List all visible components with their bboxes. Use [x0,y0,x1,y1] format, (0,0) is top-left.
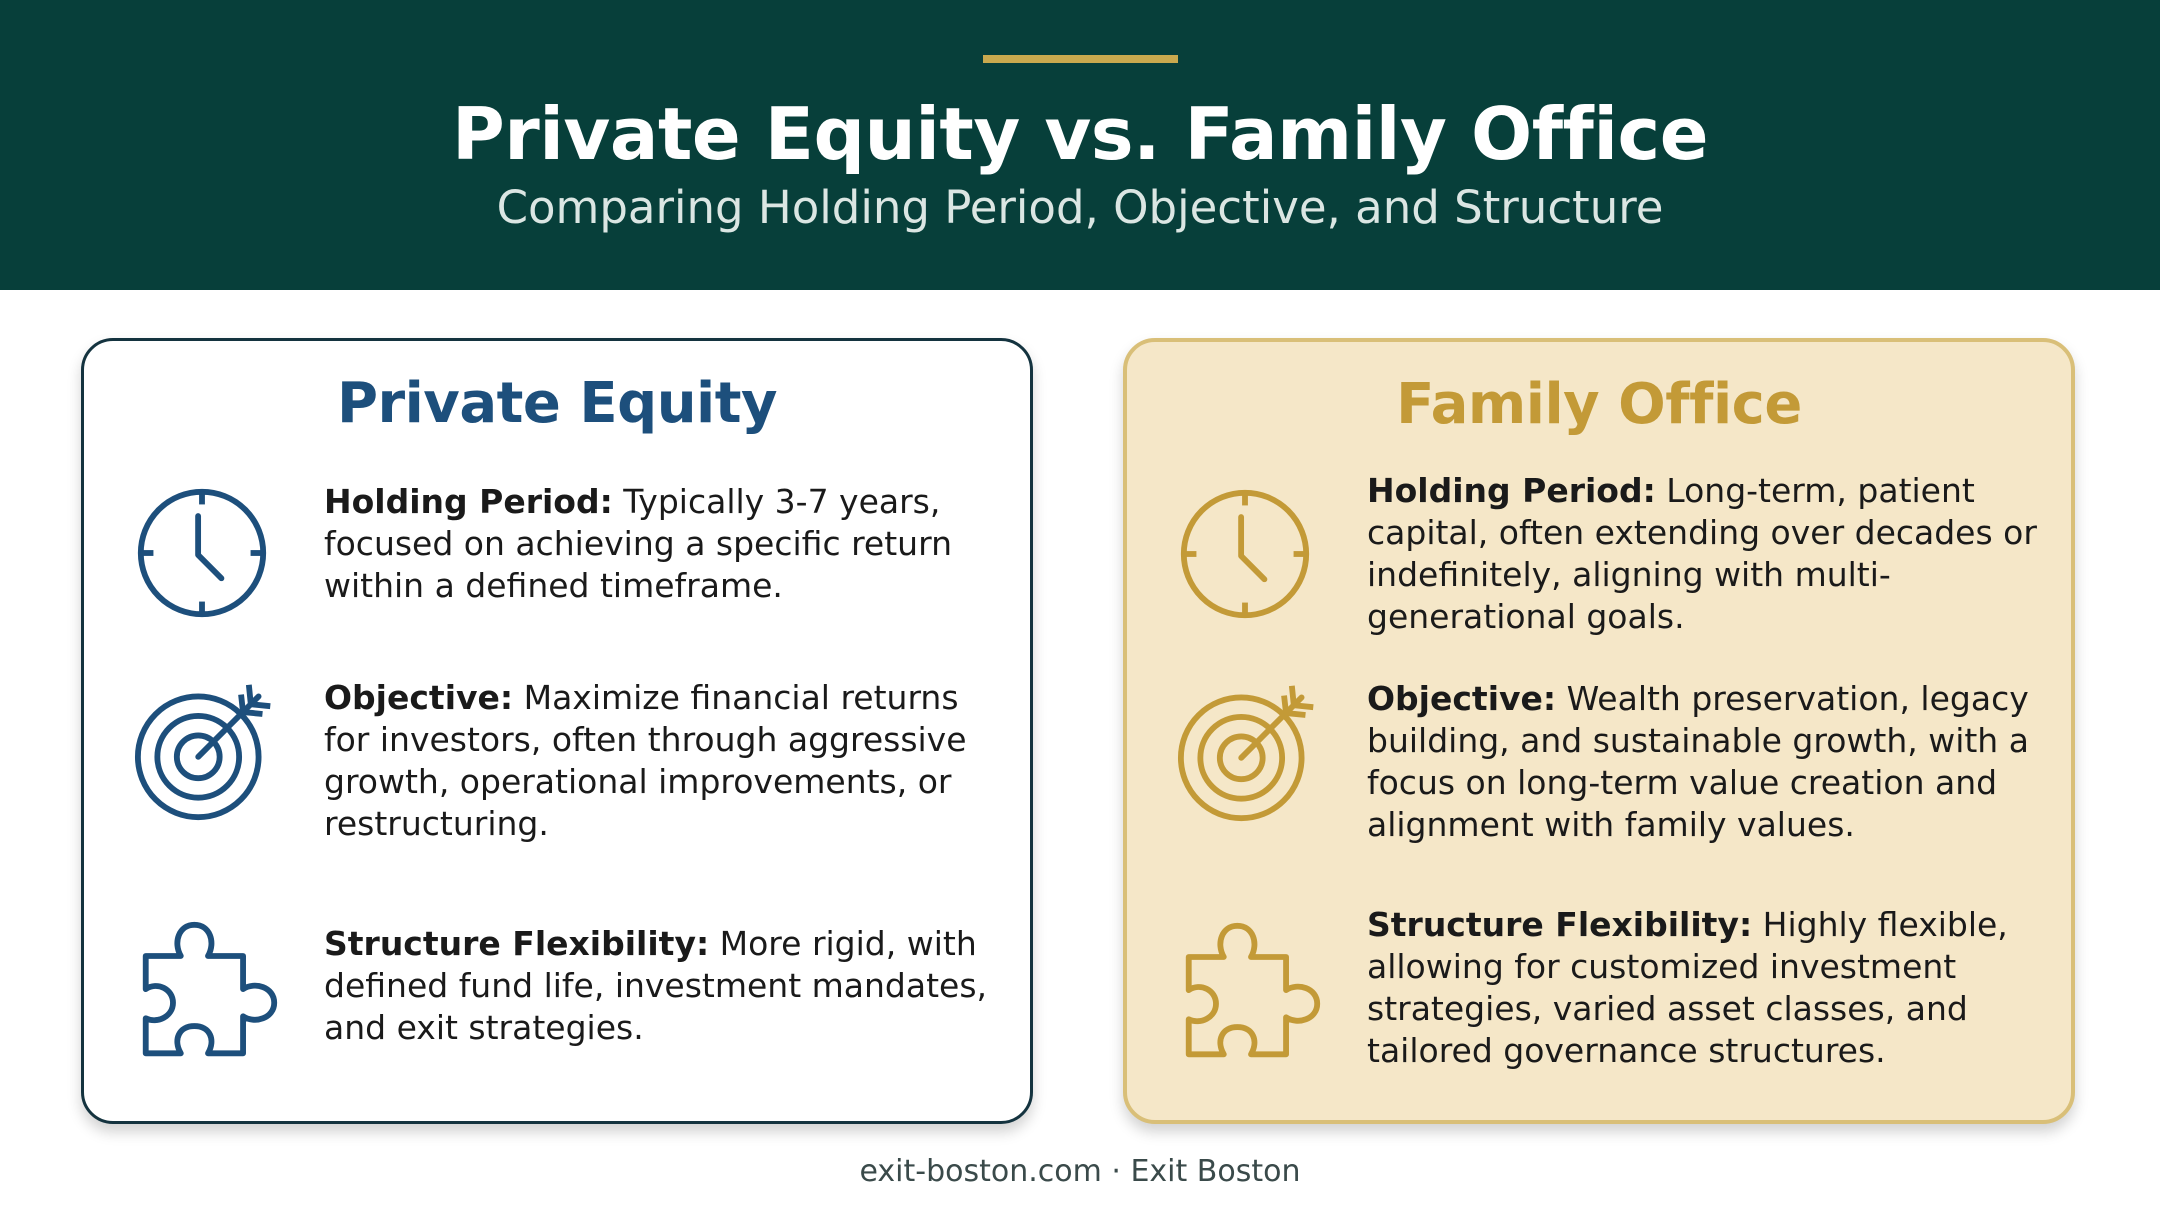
target-icon [1177,678,1323,824]
item-label: Structure Flexibility: [1367,905,1753,944]
fo-structure-text [1367,904,2047,1072]
page-subtitle: Comparing Holding Period, Objective, and Structure [496,181,1664,234]
footer-credit: exit-boston.com · Exit Boston [859,1154,1301,1189]
item-description: Highly flexible, allowing for customized investment strategies, varied asset classes, and tailored governance structures. [1367,905,2008,1070]
item-label: Holding Period: [324,482,613,521]
item-description: Maximize financial returns for investors, often through aggressive growth, operational improvements, or restructuring. [324,678,967,843]
item-label: Objective: [324,678,514,717]
puzzle-icon [136,919,282,1065]
item-label: Structure Flexibility: [324,924,710,963]
clock-icon [1177,486,1313,622]
item-description: Long-term, patient capital, often extending over decades or indefinitely, aligning with multi-generational goals. [1367,471,2037,636]
item-label: Holding Period: [1367,471,1656,510]
page-title: Private Equity vs. Family Office [451,92,1709,176]
accent-line [983,55,1178,63]
pe-objective-text [324,677,1004,845]
card-title-family-office: Family Office [1396,372,1802,437]
item-description: Typically 3-7 years, focused on achieving a specific return within a defined timeframe. [324,482,952,605]
family-office-card [1123,338,2075,1124]
fo-holding-period-text [1367,470,2047,638]
item-description: More rigid, with defined fund life, investment mandates, and exit strategies. [324,924,988,1047]
fo-objective-text [1367,678,2047,846]
item-label: Objective: [1367,679,1557,718]
pe-structure-text [324,923,1004,1049]
target-icon [134,677,280,823]
pe-holding-period-text [324,481,1004,607]
puzzle-icon [1179,920,1325,1066]
header-banner [0,0,2160,290]
item-description: Wealth preservation, legacy building, and sustainable growth, with a focus on long-term value creation and alignment with family values. [1367,679,2029,844]
card-title-private-equity: Private Equity [336,371,778,436]
private-equity-card [81,338,1033,1124]
clock-icon [134,485,270,621]
